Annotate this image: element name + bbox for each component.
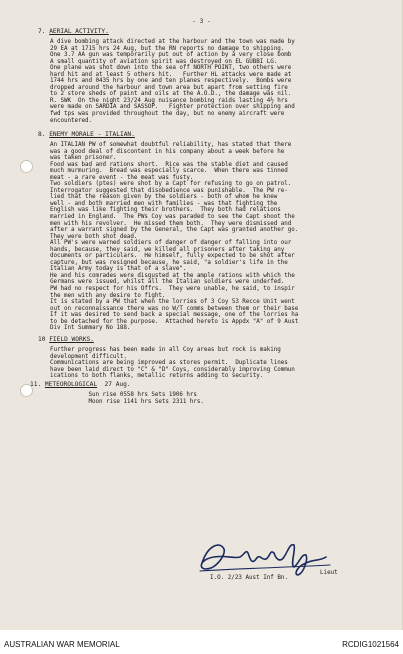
section-body xyxy=(50,142,373,332)
text-line: 29 EA at 1715 hrs 24 Aug, but the RN reports no damage to shipping. xyxy=(50,45,285,52)
text-line: One 3.7 AA gun was temporarily put out of action by a very close bomb xyxy=(50,52,292,59)
text-line: Two soldiers (ptes) were shot by a Capt for refusing to go on patrol. xyxy=(50,181,292,188)
text-line: Moon rise 1141 hrs Sets 2311 hrs. xyxy=(50,398,204,405)
punch-hole xyxy=(20,160,33,173)
text-line: the men with any desire to fight. xyxy=(50,292,166,299)
text-line: after a warrant signed by the General, the Capt was granted another go. xyxy=(50,227,299,234)
text-line: He and his comrades were disgusted at the ample rations with which the xyxy=(50,272,295,279)
text-line: meat - a rare event - the meat was fusty. xyxy=(50,174,194,181)
section-heading xyxy=(30,381,365,389)
text-line: men with his revolver. He missed them both. They were dismissed and xyxy=(50,220,292,227)
text-line: encountered. xyxy=(50,117,92,124)
signature-unit: I.O. 2/23 Aust Inf Bn. xyxy=(210,575,289,581)
section-heading xyxy=(38,336,373,344)
archive-footer xyxy=(0,636,403,654)
text-line: All PW's were warned soldiers of danger of danger of falling into our xyxy=(50,240,292,247)
handwritten-signature xyxy=(190,535,340,597)
section-heading xyxy=(38,131,373,139)
text-line: to 2 store sheds of paint and oils at the A.O.D., the damage was nil. xyxy=(50,91,292,98)
section-number: 8. xyxy=(38,131,46,138)
text-line: married in England. The PWs Coy was paraded to see the Capt shoot the xyxy=(50,214,295,221)
footer-archive-name: AUSTRALIAN WAR MEMORIAL xyxy=(4,640,120,649)
section-number: 7. xyxy=(38,28,46,35)
section-body xyxy=(50,392,365,405)
text-line: was a good deal of discontent in his company about a week before he xyxy=(50,148,285,155)
text-line: dropped around the harbour and town area but apart from setting fire xyxy=(50,84,288,91)
text-line: If it was desired to send back a special message, one of the lorries ha xyxy=(50,312,299,319)
text-line: Food was bad and rations short. Rice was the stable diet and caused xyxy=(50,161,288,168)
text-line: development difficult. xyxy=(50,353,127,360)
section-body xyxy=(50,347,373,380)
text-line: were made on SARDIA and SASSOP. Fighter protection over shipping and xyxy=(50,104,295,111)
text-line: to be detached for the purpose. Attached hereto is Appdx "A" of 9 Aust xyxy=(50,318,299,325)
section-title: ENEMY MORALE - ITALIAN. xyxy=(49,131,135,138)
signature-scrawl xyxy=(190,535,340,580)
text-line: out on reconnaissance there was no W/T comms between them or their base xyxy=(50,305,299,312)
section-aerial-activity xyxy=(38,28,373,124)
text-line: ications to both flanks, metallic returns adding to security. xyxy=(50,373,264,380)
section-body xyxy=(50,39,373,124)
text-line: One plane was shot down into the sea off NORTH POINT, two others were xyxy=(50,65,292,72)
section-title: METEOROLOGICAL xyxy=(44,381,98,388)
text-line: Communications are being improved as stores permit. Duplicate lines xyxy=(50,360,288,367)
text-line: A dive bombing attack directed at the harbour and the town was made by xyxy=(50,39,295,45)
text-line: much murmuring. Bread was especially scarce. When there was tinned xyxy=(50,168,288,175)
text-line: was taken prisoner. xyxy=(50,155,117,162)
section-meteorological xyxy=(30,381,365,405)
text-line: fwd tps was provided throughout the day, but no enemy aircraft were xyxy=(50,111,285,118)
text-line: well - and both married men with families - was that fighting the xyxy=(50,200,278,207)
text-line: They were both shot dead. xyxy=(50,233,138,240)
section-number: 11. xyxy=(30,381,42,388)
text-line: Div Int Summary No 188. xyxy=(50,325,131,332)
text-line: English was like fighting their brothers. They both had relations xyxy=(50,207,281,214)
section-field-works xyxy=(38,336,373,380)
text-line: Interrogator suggested that disobedience was punishable. The PW re- xyxy=(50,187,288,194)
text-line: documents or particulars. He himself, fully expected to be shot after xyxy=(50,253,295,260)
page-number: - 3 - xyxy=(192,18,211,25)
text-line: Sun rise 0558 hrs Sets 1906 hrs xyxy=(50,392,197,398)
text-line: hard hit and at least 5 others hit. Further HL attacks were made at xyxy=(50,71,292,78)
text-line: PW had no respect for his Offrs. They were unable, he said, to inspir xyxy=(50,286,295,293)
section-heading xyxy=(38,28,373,36)
text-line: Germans were issued, whilst all the Italian soldiers were underfed. xyxy=(50,279,285,286)
text-line: A small quantity of aviation spirit was destroyed on EL GUBBI LG. xyxy=(50,58,278,65)
text-line: Italian Army today is that of a slave". xyxy=(50,266,187,273)
text-line: lied that the reason given by the soldiers - both of whom he knew xyxy=(50,194,278,201)
text-line: R. SWK On the night 23/24 Aug nuisance bombing raids lasting 4½ hrs xyxy=(50,97,288,104)
section-date: 27 Aug. xyxy=(97,381,131,388)
footer-record-id: RCDIG1021564 xyxy=(342,640,399,649)
signature-rank: Lieut xyxy=(320,570,338,576)
section-enemy-morale xyxy=(38,131,373,332)
section-title: AERIAL ACTIVITY. xyxy=(49,28,109,35)
text-line: It is stated by a PW that when the lorries of 3 Coy 53 Recce Unit went xyxy=(50,299,295,306)
text-line: have been laid direct to "C" & "D" Coys, considerably improving Commun xyxy=(50,366,295,373)
text-line: Further progress has been made in all Coy areas but rock is making xyxy=(50,347,281,353)
text-line: capture, but was resigned because, he said, "a soldier's life in the xyxy=(50,259,288,266)
text-line: An ITALIAN PW of somewhat doubtful reliability, has stated that there xyxy=(50,142,292,148)
section-title: FIELD WORKS. xyxy=(49,336,94,343)
section-number: 10 xyxy=(38,336,46,343)
text-line: hands, because, they said, we killed all prisoners after taking any xyxy=(50,246,285,253)
text-line: 1744 hrs and 0435 hrs by one and ten planes respectively. Bombs were xyxy=(50,78,292,85)
